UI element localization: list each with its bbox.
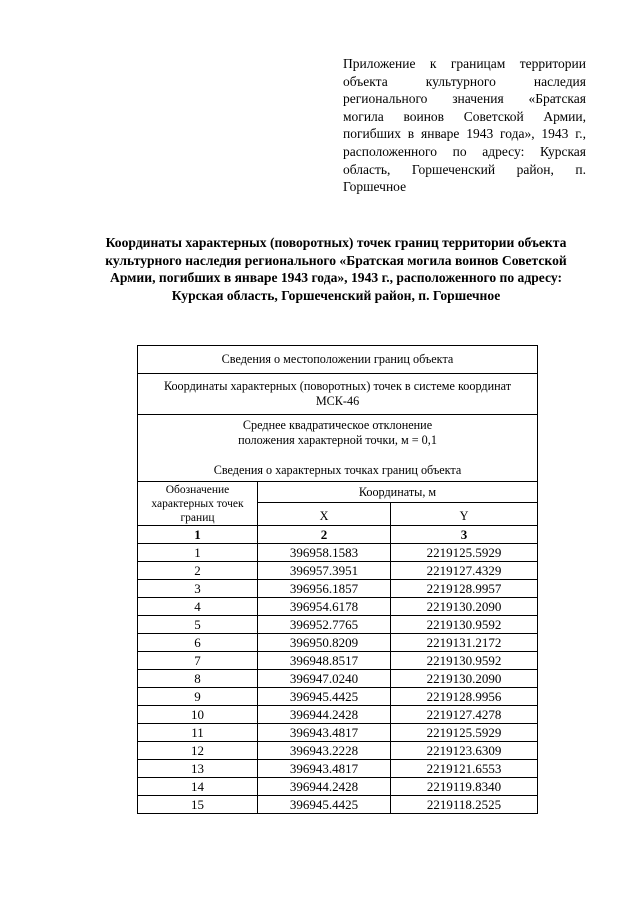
accuracy-row [138,415,538,482]
y-coordinate-cell: 2219131.2172 [391,634,538,652]
y-coordinate-cell: 2219125.5929 [391,724,538,742]
point-id-cell: 10 [138,706,258,724]
x-coordinate-cell: 396948.8517 [258,652,391,670]
y-coordinate-cell: 2219128.9957 [391,580,538,598]
x-coordinate-cell: 396944.2428 [258,778,391,796]
column-number-row [138,526,538,544]
column-number-1: 1 [138,526,258,544]
coord-system-cell [138,374,538,415]
table-row [138,562,538,580]
point-id-cell: 2 [138,562,258,580]
point-id-cell: 14 [138,778,258,796]
y-coordinate-cell: 2219118.2525 [391,796,538,814]
table-row [138,796,538,814]
appendix-text: Приложение к границам территории объекта культурного наследия регионального значения «Братская могила воинов Советской Армии, погибших в январе 1943 года», 1943 г., расположенного по адресу: Курская область, Горшеченский район, п. Горшечное [343,56,586,195]
table-row [138,742,538,760]
y-coordinate-cell: 2219121.6553 [391,760,538,778]
accuracy-line2: положения характерной точки, м = 0,1 [238,433,437,447]
table-row [138,706,538,724]
table-row [138,616,538,634]
appendix-note [343,55,586,196]
table-row [138,652,538,670]
table-row [138,544,538,562]
y-coordinate-cell: 2219127.4278 [391,706,538,724]
coord-system-line2: МСК-46 [315,394,360,408]
x-coordinate-cell: 396943.2228 [258,742,391,760]
points-info-text: Сведения о характерных точках границ объекта [213,463,462,477]
y-header: Y [391,503,538,526]
point-id-cell: 9 [138,688,258,706]
x-coordinate-cell: 396947.0240 [258,670,391,688]
x-coordinate-cell: 396943.4817 [258,760,391,778]
point-id-cell: 7 [138,652,258,670]
table-header-row [138,482,538,503]
x-coordinate-cell: 396945.4425 [258,688,391,706]
y-coordinate-cell: 2219123.6309 [391,742,538,760]
x-coordinate-cell: 396944.2428 [258,706,391,724]
point-id-cell: 15 [138,796,258,814]
y-coordinate-cell: 2219130.2090 [391,670,538,688]
y-coordinate-cell: 2219128.9956 [391,688,538,706]
point-id-cell: 6 [138,634,258,652]
y-coordinate-cell: 2219119.8340 [391,778,538,796]
point-id-cell: 1 [138,544,258,562]
table-row [138,760,538,778]
table-row [138,598,538,616]
column-number-3: 3 [391,526,538,544]
x-coordinate-cell: 396945.4425 [258,796,391,814]
accuracy-line1: Среднее квадратическое отклонение [242,418,433,432]
point-id-cell: 5 [138,616,258,634]
point-id-cell: 13 [138,760,258,778]
point-id-cell: 4 [138,598,258,616]
coordinates-table [137,345,538,814]
coordinates-header: Координаты, м [258,482,538,503]
table-row [138,778,538,796]
x-coordinate-cell: 396950.8209 [258,634,391,652]
y-coordinate-cell: 2219130.9592 [391,616,538,634]
column-number-2: 2 [258,526,391,544]
location-info-cell: Сведения о местоположении границ объекта [138,346,538,374]
y-coordinate-cell: 2219130.2090 [391,598,538,616]
coord-system-row [138,374,538,415]
point-id-cell: 3 [138,580,258,598]
table-row [138,688,538,706]
y-coordinate-cell: 2219125.5929 [391,544,538,562]
point-designation-header: Обозначение характерных точек границ [138,482,258,526]
x-coordinate-cell: 396954.6178 [258,598,391,616]
x-coordinate-cell: 396943.4817 [258,724,391,742]
accuracy-cell [138,415,538,482]
table-row [138,670,538,688]
table-row [138,580,538,598]
point-id-cell: 8 [138,670,258,688]
table-row [138,634,538,652]
x-coordinate-cell: 396952.7765 [258,616,391,634]
coord-system-line1: Координаты характерных (поворотных) точек в системе координат [163,379,512,393]
table-row [138,724,538,742]
document-title [100,234,572,304]
location-info-row [138,346,538,374]
x-header: X [258,503,391,526]
y-coordinate-cell: 2219130.9592 [391,652,538,670]
document-title-text: Координаты характерных (поворотных) точек границ территории объекта культурного наследия регионального «Братская могила воинов Советской Армии, погибших в январе 1943 года», 1943 г., расположенного по адресу: Курская область, Горшеченский район, п. Горшечное [105,235,567,303]
point-id-cell: 11 [138,724,258,742]
point-id-cell: 12 [138,742,258,760]
x-coordinate-cell: 396956.1857 [258,580,391,598]
y-coordinate-cell: 2219127.4329 [391,562,538,580]
x-coordinate-cell: 396957.3951 [258,562,391,580]
x-coordinate-cell: 396958.1583 [258,544,391,562]
